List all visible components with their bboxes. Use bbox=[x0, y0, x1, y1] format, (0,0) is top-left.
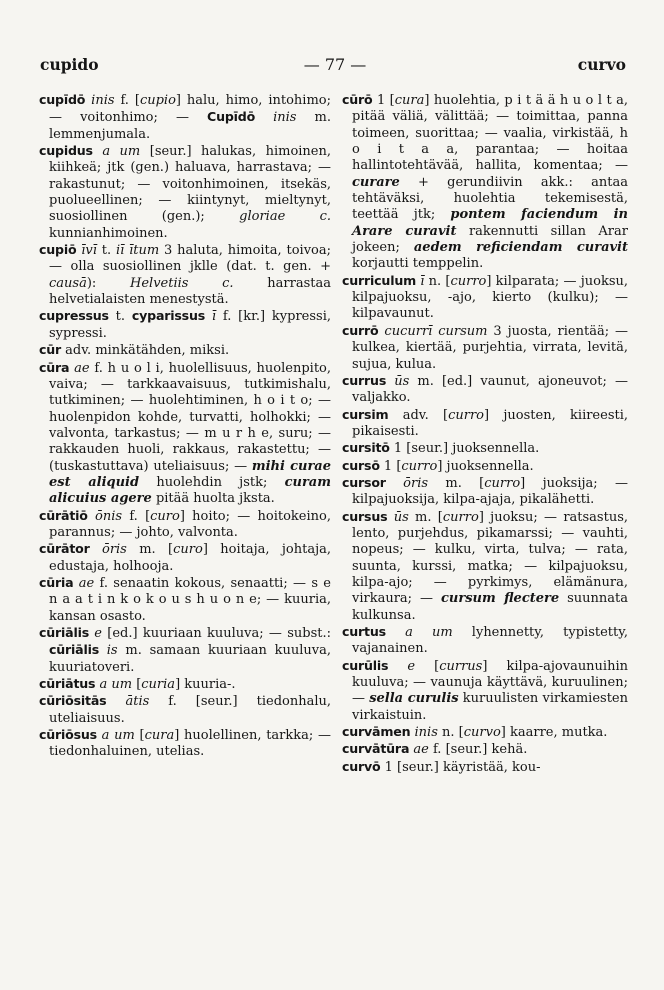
definition-text: huolehdin jstk; bbox=[139, 474, 285, 490]
grammar-italic: ōris bbox=[89, 542, 127, 558]
grammar-italic: e bbox=[89, 626, 102, 641]
definition-text: f. [kr.] kypressi, sypressi. bbox=[49, 309, 332, 341]
grammar-italic: ae bbox=[409, 742, 429, 758]
definition-text: 1 [ bbox=[372, 93, 395, 108]
definition-text: ] juoksennella. bbox=[437, 458, 534, 474]
grammar-italic: īvī bbox=[76, 243, 97, 259]
headword: cūria bbox=[39, 574, 74, 590]
grammar-italic: is bbox=[99, 643, 118, 659]
dictionary-entry bbox=[39, 360, 331, 508]
dictionary-entry bbox=[39, 143, 331, 242]
dictionary-entry bbox=[342, 759, 628, 776]
headword: cupidus bbox=[39, 143, 93, 159]
grammar-italic: curo bbox=[173, 542, 203, 558]
grammar-italic: curro bbox=[484, 475, 521, 491]
grammar-italic: ūs bbox=[387, 509, 409, 525]
grammar-italic: a um bbox=[95, 677, 133, 693]
definition-text: [ bbox=[415, 658, 440, 674]
example-phrase: cursum flectere bbox=[441, 591, 560, 607]
example-phrase: curare bbox=[352, 174, 400, 190]
headword: cūrātor bbox=[39, 541, 90, 557]
headword: cursus bbox=[342, 508, 388, 524]
grammar-italic: ātis bbox=[106, 694, 150, 710]
definition-text: ] huolehtia, p i t ä ä h u o l t a, pitää väliä, välittää; — toimittaa, panna toimeen, suorittaa; — vaalia, virkistää, h o i t a a, parantaa; — hoitaa hallintotehtävää, hallita, komentaa; — bbox=[352, 93, 629, 174]
grammar-italic: a um bbox=[92, 144, 141, 160]
definition-text: [ed.] kuuriaan kuuluva; — subst.: bbox=[101, 626, 331, 641]
running-head-right: curvo bbox=[577, 55, 626, 74]
dictionary-entry bbox=[342, 323, 628, 373]
definition-text: 3 juosta, rientää; — kulkea, kiertää, purjehtia, virrata, levitä, sujua, kulua. bbox=[352, 323, 628, 372]
dictionary-entry bbox=[39, 676, 331, 693]
headword: curtus bbox=[342, 624, 386, 639]
definition-text: m. [ bbox=[428, 475, 485, 491]
headword: cursitō bbox=[342, 440, 390, 456]
grammar-italic: ī bbox=[416, 273, 425, 289]
headword: curriculum bbox=[342, 272, 417, 288]
definition-text: f. h u o l i, huolellisuus, huolenpito, vaiva; — tarkkaavaisuus, tutkimishalu, tutkiminen; — huolehtiminen, h o i t o; — huolenpidon kohde, turvatti, holhokki; — valvonta, tarkastus; — m u r h e, suru; — rakkauden huoli, rakkaus, rakastettu; — (tuskastuttava) uteliaisuus; — bbox=[49, 360, 332, 474]
dictionary-entry bbox=[342, 440, 628, 457]
headword: cūriōsitās bbox=[39, 693, 107, 709]
dictionary-entry bbox=[39, 625, 331, 676]
definition-text: rakennutti sillan Arar jokeen; bbox=[352, 223, 628, 256]
grammar-italic: ae bbox=[69, 360, 90, 376]
grammar-italic: causā bbox=[49, 275, 87, 291]
definition-text: ] hoito; — hoitokeino, parannus; — johto, valvonta. bbox=[49, 508, 331, 540]
dictionary-entry bbox=[39, 92, 331, 143]
grammar-italic: cura bbox=[394, 93, 425, 108]
headword: currō bbox=[342, 322, 379, 338]
dictionary-entry bbox=[342, 724, 628, 741]
headword: cūr bbox=[39, 342, 62, 358]
dictionary-entry bbox=[39, 575, 331, 625]
headword: curvāmen bbox=[342, 724, 411, 740]
definition-text: t. bbox=[96, 243, 116, 259]
headword: cupīdō bbox=[39, 92, 86, 107]
page-number: — 77 — bbox=[303, 55, 367, 74]
headword: cursō bbox=[342, 457, 380, 473]
definition-text: harrastaa helvetialaisten menestystä. bbox=[49, 275, 331, 308]
definition-text: [ bbox=[134, 728, 145, 744]
definition-text: ] juoksija; — kilpajuoksija, kilpa-ajaja, pikalähetti. bbox=[352, 475, 628, 508]
definition-text: m. [ bbox=[126, 542, 174, 558]
dictionary-entry bbox=[39, 727, 331, 761]
grammar-italic: inis bbox=[85, 93, 115, 108]
dictionary-entry bbox=[342, 458, 628, 475]
grammar-italic: curro bbox=[401, 458, 438, 474]
dictionary-entry bbox=[342, 273, 628, 323]
definition-text: m. lemmenjumala. bbox=[49, 110, 332, 142]
grammar-italic: curro bbox=[442, 509, 479, 525]
definition-text: t. bbox=[108, 309, 132, 325]
grammar-italic: ūs bbox=[386, 373, 410, 389]
headword: cursor bbox=[342, 474, 386, 490]
definition-text: ] huolellinen, tarkka; — tiedonhaluinen, utelias. bbox=[49, 728, 331, 760]
example-phrase: aedem reficiendam curavit bbox=[413, 240, 628, 256]
grammar-italic: gloriae c. bbox=[239, 209, 332, 225]
definition-text: f. [ bbox=[114, 93, 140, 108]
dictionary-entry bbox=[39, 693, 331, 727]
grammar-italic: inis bbox=[255, 110, 297, 126]
definition-text: ] kuuria-. bbox=[175, 677, 236, 693]
definition-text: m. [ bbox=[408, 509, 443, 525]
dictionary-entry bbox=[39, 242, 331, 308]
definition-text: 3 haluta, himoita, toivoa; — olla suosiollinen jklle (dat. t. gen. + bbox=[49, 243, 332, 275]
definition-text: adv. [ bbox=[388, 407, 449, 423]
grammar-italic: cucurrī cursum bbox=[378, 323, 488, 339]
definition-text: n. [ bbox=[424, 273, 451, 289]
definition-text: ] kilpa-ajovaunuihin kuuluva; — vaunuja käyttävä, kuruulinen; — bbox=[352, 658, 628, 707]
right-column bbox=[342, 92, 628, 776]
definition-text: lyhennetty, typistetty, vajanainen. bbox=[352, 625, 628, 657]
headword: cūrātiō bbox=[39, 507, 88, 523]
definition-text: f. [seur.] kehä. bbox=[428, 742, 528, 758]
definition-text: m. samaan kuuriaan kuuluva, kuuriatoveri. bbox=[49, 643, 332, 675]
definition-text: 1 [seur.] käyristää, kou- bbox=[380, 759, 541, 775]
headword: cūrō bbox=[342, 92, 373, 107]
grammar-italic: ae bbox=[73, 575, 95, 591]
grammar-italic: Helvetiis c. bbox=[130, 275, 234, 291]
grammar-italic: a um bbox=[96, 728, 135, 744]
definition-text: ] halu, himo, intohimo; — voitonhimo; — bbox=[49, 93, 331, 126]
dictionary-entry bbox=[39, 541, 331, 575]
grammar-italic: a um bbox=[385, 625, 453, 640]
headword: cupressus bbox=[39, 308, 109, 324]
grammar-italic: currus bbox=[439, 658, 483, 674]
headword: curvō bbox=[342, 758, 381, 774]
example-phrase: curam alicuius agere bbox=[49, 474, 331, 507]
definition-text: ] kilparata; — juoksu, kilpajuoksu, -ajo, kierto (kulku); — kilpavaunut. bbox=[352, 273, 629, 322]
definition-text: f. [seur.] tiedonhalu, uteliaisuus. bbox=[49, 694, 331, 726]
headword: cūriālis bbox=[39, 625, 89, 640]
headword: cūriātus bbox=[39, 676, 96, 692]
grammar-italic: curro bbox=[450, 273, 487, 289]
definition-text: ] kaarre, mutka. bbox=[500, 725, 608, 741]
headword: currus bbox=[342, 372, 387, 388]
definition-text: f. senaatin kokous, senaatti; — s e n a a t i n k o k o u s h u o n e; — kuuria, kansan osasto. bbox=[49, 575, 331, 624]
running-head-left: cupido bbox=[40, 55, 99, 74]
definition-text: m. [ed.] vaunut, ajoneuvot; — valjakko. bbox=[352, 373, 628, 406]
headword: curvātūra bbox=[342, 741, 410, 757]
grammar-italic: curro bbox=[448, 407, 485, 423]
definition-text: kunnianhimoinen. bbox=[49, 225, 168, 241]
grammar-italic: iī ītum bbox=[115, 243, 160, 259]
headword: cūra bbox=[39, 359, 70, 375]
left-column bbox=[39, 92, 331, 761]
definition-text: ] juosten, kiireesti, pikaisesti. bbox=[352, 407, 629, 439]
definition-text: [seur.] halukas, himoinen, kiihkeä; jtk (gen.) haluava, harrastava; — rakastunut; — voitonhimoinen, itsekäs, puolueellinen; — kiintynyt, mieltynyt, suosiollinen (gen.); bbox=[49, 144, 332, 225]
dictionary-entry bbox=[342, 741, 628, 758]
definition-text: kuruulisten virkamiesten virkaistuin. bbox=[352, 691, 628, 723]
example-phrase: mihi curae est aliquid bbox=[49, 458, 331, 490]
headword: cursim bbox=[342, 406, 389, 422]
headword: cūriōsus bbox=[39, 727, 97, 743]
dictionary-entry bbox=[342, 475, 628, 509]
headword: curūlis bbox=[342, 657, 389, 673]
definition-text: adv. minkätähden, miksi. bbox=[61, 343, 230, 359]
grammar-italic: curvo bbox=[463, 725, 501, 741]
example-phrase: pontem faciendum in Arare curavit bbox=[352, 207, 629, 239]
definition-text: korjautti temppelin. bbox=[352, 256, 484, 272]
grammar-italic: cupio bbox=[139, 93, 176, 108]
definition-text: 1 [ bbox=[379, 458, 402, 474]
dictionary-entry bbox=[342, 509, 628, 624]
headword: cupiō bbox=[39, 242, 77, 258]
definition-text: n. [ bbox=[437, 725, 464, 741]
definition-text: ] juoksu; — ratsastus, lento, purjehdus, pikamarssi; — vauhti, nopeus; — kulku, virta, tulva; — rata, suunta, kurssi, matka; — kilpajuoksu, kilpa-ajo; — pyrkimys, elämänura, virkaura; — bbox=[352, 509, 628, 607]
grammar-italic: e bbox=[388, 658, 416, 674]
headword: Cupīdō bbox=[207, 109, 256, 125]
definition-text: [ bbox=[132, 677, 142, 693]
grammar-italic: ī bbox=[205, 309, 217, 325]
definition-text: 1 [seur.] juoksennella. bbox=[389, 441, 540, 457]
headword: cūriālis bbox=[49, 642, 99, 658]
headword: cyparissus bbox=[131, 308, 206, 324]
grammar-italic: ōnis bbox=[87, 508, 123, 524]
grammar-italic: inis bbox=[410, 725, 438, 741]
dictionary-entry bbox=[39, 508, 331, 542]
definition-text: ] hoitaja, johtaja, edustaja, holhooja. bbox=[49, 542, 331, 574]
dictionary-entry bbox=[39, 342, 331, 359]
definition-text: + gerundiivin akk.: antaa tehtäväksi, huolehtia tekemisestä, teettää jtk; bbox=[352, 174, 628, 223]
definition-text: f. [ bbox=[122, 508, 151, 524]
grammar-italic: curo bbox=[150, 508, 180, 524]
dictionary-entry bbox=[342, 92, 628, 273]
example-phrase: sella curulis bbox=[369, 691, 459, 707]
dictionary-entry bbox=[342, 407, 628, 441]
definition-text: ): bbox=[86, 275, 130, 291]
definition-text: suunnata kulkunsa. bbox=[352, 591, 628, 623]
grammar-italic: ōris bbox=[385, 475, 429, 491]
dictionary-entry bbox=[342, 624, 628, 658]
definition-text: pitää huolta jksta. bbox=[151, 491, 275, 507]
grammar-italic: cura bbox=[144, 728, 175, 744]
dictionary-entry bbox=[342, 373, 628, 407]
dictionary-entry bbox=[39, 308, 331, 342]
dictionary-entry bbox=[342, 658, 628, 724]
grammar-italic: curia bbox=[141, 677, 176, 693]
